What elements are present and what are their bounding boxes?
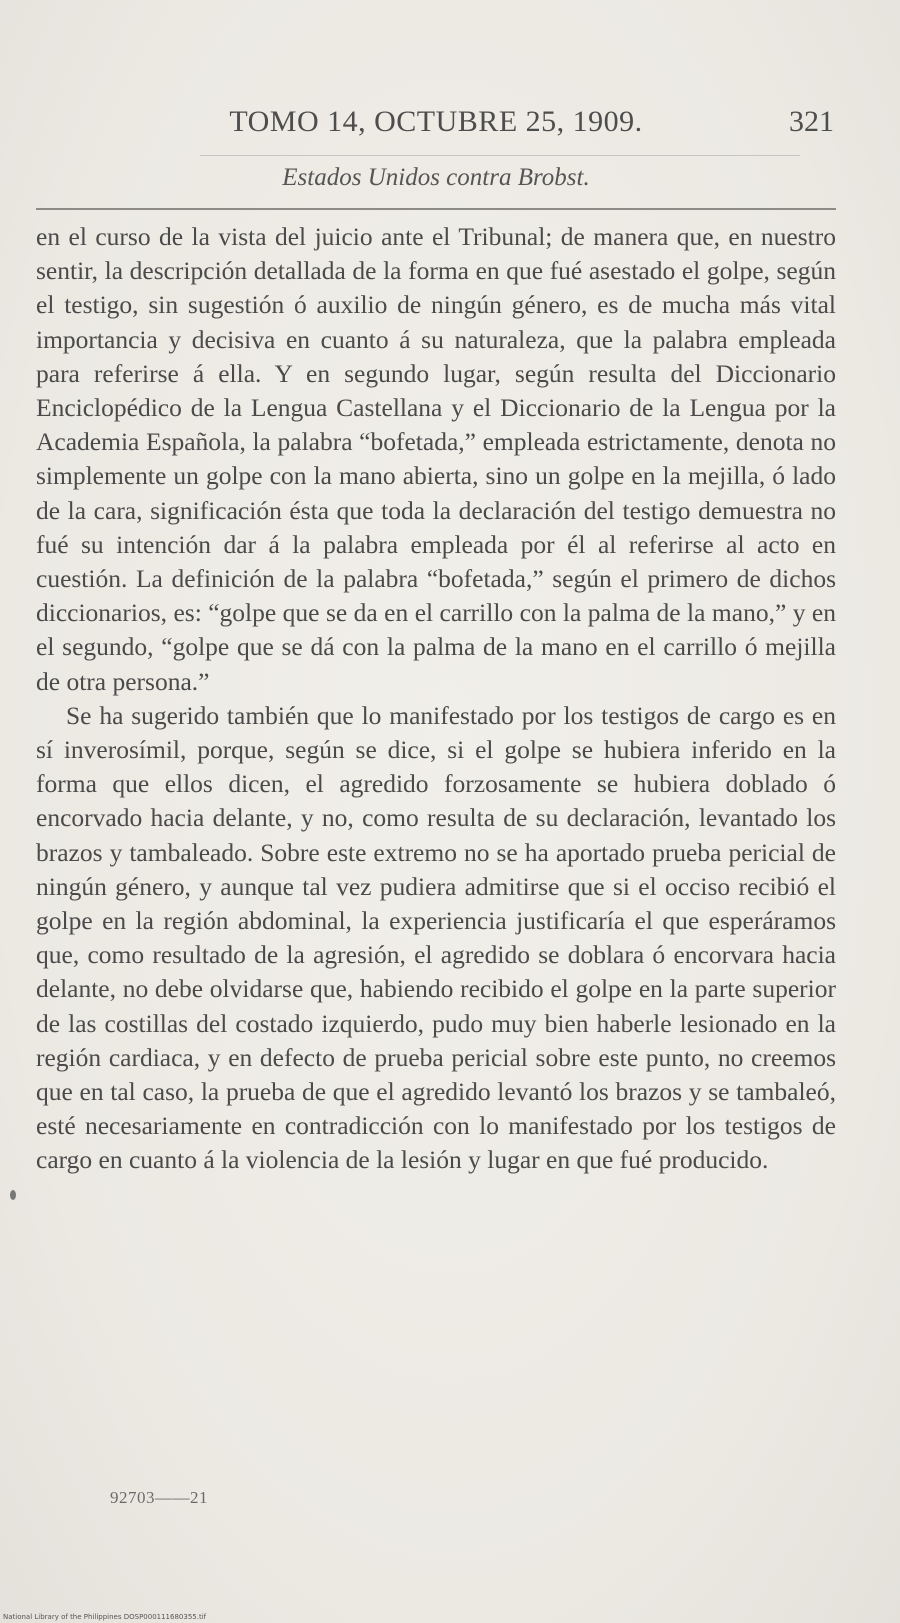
header-rule [36,208,836,210]
paragraph: Se ha sugerido también que lo manifestado por los testigos de cargo es en sí inverosímil, porque, según se dice, si el golpe se hubiera inferido en la forma que ellos dicen, el agredido forzosamente se hubiera doblado ó encorvado hacia delante, y no, como resulta de su declaración, levantado los brazos y tambaleado. Sobre este extremo no se ha aportado prueba pericial de ningún género, y aunque tal vez pudiera admitirse que si el occiso recibió el golpe en la región abdominal, la experiencia justificaría el que esperáramos que, como resultado de la agresión, el agredido se doblara ó encorvara hacia delante, no debe olvidarse que, habiendo recibido el golpe en la parte superior de las costillas del costado izquierdo, pudo muy bien haberle lesionado en la región cardiaca, y en defecto de prueba pericial sobre este punto, no creemos que en tal caso, la prueba de que el agredido levantó los brazos y se tambaleó, esté necesariamente en contradicción con lo manifestado por los testigos de cargo en cuanto á la violencia de la lesión y lugar en que fué producido. [36,700,836,1175]
running-head [38,105,834,145]
scan-stamp: National Library of the Philippines DOSP000111680355.tif [3,1613,207,1621]
printer-signature-mark: 92703——21 [110,1488,208,1507]
case-title: Estados Unidos contra Brobst. [282,164,590,191]
running-title: TOMO 14, OCTUBRE 25, 1909. [229,105,643,138]
paragraph-continued: en el curso de la vista del juicio ante el Tribunal; de manera que, en nuestro sentir, la descripción detallada de la forma en que fué asestado el golpe, según el testigo, sin sugestión ó auxilio de ningún género, es de mucha más vital importancia y decisiva en cuanto á su naturaleza, que la palabra empleada para referirse á ella. Y en segundo lugar, según resulta del Diccionario Enciclopédico de la Lengua Castellana y el Diccionario de la Lengua por la Academia Española, la palabra “bofetada,” empleada estrictamente, denota no simplemente un golpe con la mano abierta, sino un golpe en la mejilla, ó lado de la cara, significación ésta que toda la declaración del testigo demuestra no fué su intención dar á la palabra empleada por él al referirse al acto en cuestión. La definición de la palabra “bofetada,” según el primero de dichos diccionarios, es: “golpe que se da en el carrillo con la palma de la mano,” y en el segundo, “golpe que se dá con la palma de la mano en el carrillo ó mejilla de otra persona.” [36,222,836,696]
header-thin-rule [200,155,800,156]
body-text [36,220,836,1178]
page-number: 321 [789,105,834,138]
margin-ink-mark [10,1190,16,1200]
